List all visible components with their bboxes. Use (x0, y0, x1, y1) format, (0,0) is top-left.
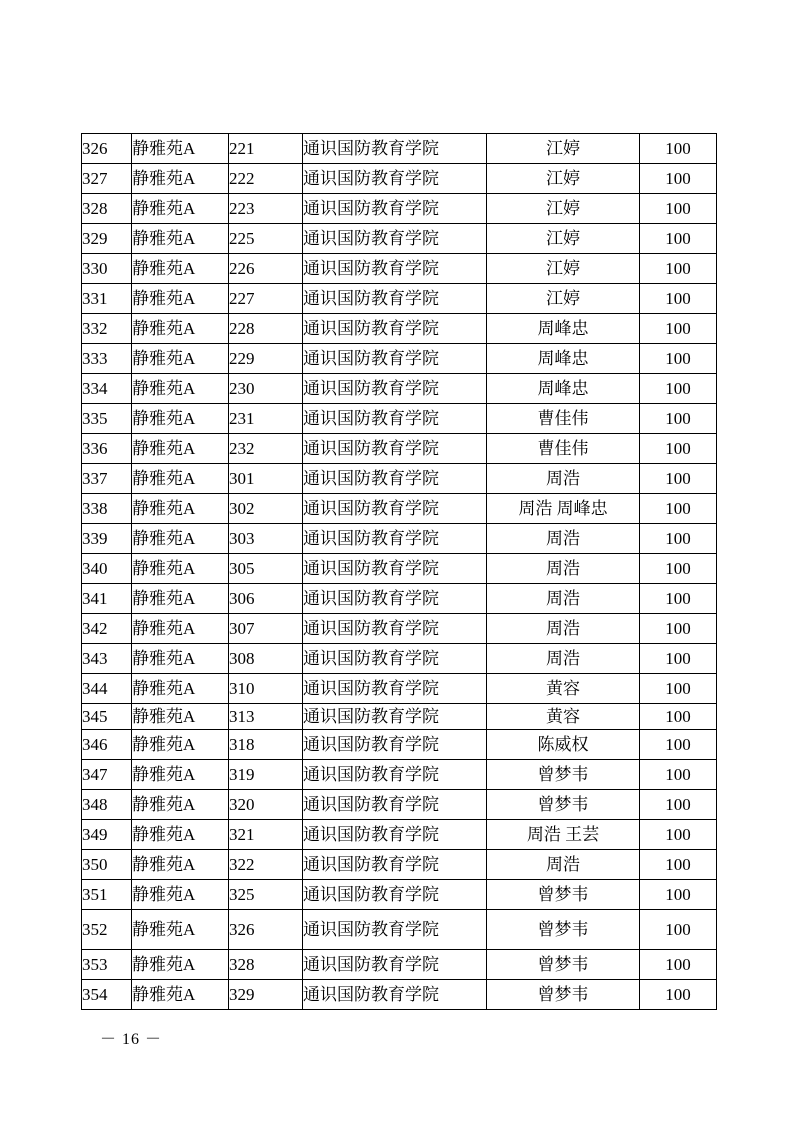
college-cell: 通识国防教育学院 (303, 314, 487, 344)
building-cell: 静雅苑A (132, 850, 229, 880)
row-index-cell: 349 (82, 820, 132, 850)
college-cell: 通识国防教育学院 (303, 850, 487, 880)
table-row (82, 980, 717, 1010)
score-cell: 100 (640, 820, 717, 850)
row-index-cell: 332 (82, 314, 132, 344)
score-cell: 100 (640, 284, 717, 314)
building-cell: 静雅苑A (132, 284, 229, 314)
score-cell: 100 (640, 164, 717, 194)
building-cell: 静雅苑A (132, 760, 229, 790)
college-cell: 通识国防教育学院 (303, 790, 487, 820)
room-number-cell: 320 (229, 790, 303, 820)
room-number-cell: 303 (229, 524, 303, 554)
score-cell: 100 (640, 850, 717, 880)
responsible-person-cell: 周峰忠 (487, 344, 640, 374)
score-cell: 100 (640, 584, 717, 614)
row-index-cell: 328 (82, 194, 132, 224)
college-cell: 通识国防教育学院 (303, 434, 487, 464)
room-number-cell: 229 (229, 344, 303, 374)
score-cell: 100 (640, 494, 717, 524)
building-cell: 静雅苑A (132, 404, 229, 434)
college-cell: 通识国防教育学院 (303, 760, 487, 790)
responsible-person-cell: 江婷 (487, 194, 640, 224)
score-cell: 100 (640, 644, 717, 674)
row-index-cell: 333 (82, 344, 132, 374)
row-index-cell: 338 (82, 494, 132, 524)
responsible-person-cell: 周峰忠 (487, 314, 640, 344)
table-row (82, 614, 717, 644)
row-index-cell: 339 (82, 524, 132, 554)
college-cell: 通识国防教育学院 (303, 980, 487, 1010)
score-cell: 100 (640, 194, 717, 224)
responsible-person-cell: 周浩 周峰忠 (487, 494, 640, 524)
room-number-cell: 231 (229, 404, 303, 434)
college-cell: 通识国防教育学院 (303, 404, 487, 434)
college-cell: 通识国防教育学院 (303, 524, 487, 554)
responsible-person-cell: 周浩 (487, 850, 640, 880)
building-cell: 静雅苑A (132, 790, 229, 820)
building-cell: 静雅苑A (132, 554, 229, 584)
table-row (82, 464, 717, 494)
room-number-cell: 306 (229, 584, 303, 614)
score-cell: 100 (640, 790, 717, 820)
building-cell: 静雅苑A (132, 910, 229, 950)
room-number-cell: 232 (229, 434, 303, 464)
table-row (82, 760, 717, 790)
table-row (82, 554, 717, 584)
college-cell: 通识国防教育学院 (303, 254, 487, 284)
building-cell: 静雅苑A (132, 314, 229, 344)
table-row (82, 224, 717, 254)
college-cell: 通识国防教育学院 (303, 464, 487, 494)
row-index-cell: 347 (82, 760, 132, 790)
college-cell: 通识国防教育学院 (303, 284, 487, 314)
college-cell: 通识国防教育学院 (303, 494, 487, 524)
score-cell: 100 (640, 134, 717, 164)
row-index-cell: 331 (82, 284, 132, 314)
college-cell: 通识国防教育学院 (303, 730, 487, 760)
building-cell: 静雅苑A (132, 434, 229, 464)
room-number-cell: 318 (229, 730, 303, 760)
room-number-cell: 329 (229, 980, 303, 1010)
score-cell: 100 (640, 760, 717, 790)
building-cell: 静雅苑A (132, 950, 229, 980)
responsible-person-cell: 江婷 (487, 164, 640, 194)
responsible-person-cell: 黄容 (487, 704, 640, 730)
room-number-cell: 305 (229, 554, 303, 584)
score-cell: 100 (640, 910, 717, 950)
building-cell: 静雅苑A (132, 614, 229, 644)
score-cell: 100 (640, 880, 717, 910)
table-row (82, 790, 717, 820)
building-cell: 静雅苑A (132, 254, 229, 284)
room-number-cell: 325 (229, 880, 303, 910)
score-cell: 100 (640, 704, 717, 730)
table-row (82, 880, 717, 910)
row-index-cell: 353 (82, 950, 132, 980)
room-number-cell: 227 (229, 284, 303, 314)
table-row (82, 194, 717, 224)
table-row (82, 910, 717, 950)
room-number-cell: 319 (229, 760, 303, 790)
row-index-cell: 336 (82, 434, 132, 464)
room-number-cell: 302 (229, 494, 303, 524)
responsible-person-cell: 曾梦韦 (487, 980, 640, 1010)
college-cell: 通识国防教育学院 (303, 614, 487, 644)
table-row (82, 404, 717, 434)
building-cell: 静雅苑A (132, 494, 229, 524)
building-cell: 静雅苑A (132, 584, 229, 614)
row-index-cell: 346 (82, 730, 132, 760)
row-index-cell: 327 (82, 164, 132, 194)
room-number-cell: 321 (229, 820, 303, 850)
responsible-person-cell: 周浩 (487, 464, 640, 494)
row-index-cell: 326 (82, 134, 132, 164)
building-cell: 静雅苑A (132, 880, 229, 910)
building-cell: 静雅苑A (132, 730, 229, 760)
college-cell: 通识国防教育学院 (303, 880, 487, 910)
score-cell: 100 (640, 434, 717, 464)
responsible-person-cell: 周浩 王芸 (487, 820, 640, 850)
college-cell: 通识国防教育学院 (303, 194, 487, 224)
building-cell: 静雅苑A (132, 344, 229, 374)
responsible-person-cell: 周浩 (487, 584, 640, 614)
college-cell: 通识国防教育学院 (303, 224, 487, 254)
score-cell: 100 (640, 730, 717, 760)
table-row (82, 254, 717, 284)
room-number-cell: 226 (229, 254, 303, 284)
room-number-cell: 308 (229, 644, 303, 674)
room-number-cell: 313 (229, 704, 303, 730)
responsible-person-cell: 周浩 (487, 524, 640, 554)
score-cell: 100 (640, 554, 717, 584)
building-cell: 静雅苑A (132, 980, 229, 1010)
responsible-person-cell: 陈威权 (487, 730, 640, 760)
score-cell: 100 (640, 314, 717, 344)
table-row (82, 584, 717, 614)
building-cell: 静雅苑A (132, 464, 229, 494)
row-index-cell: 334 (82, 374, 132, 404)
row-index-cell: 351 (82, 880, 132, 910)
responsible-person-cell: 曹佳伟 (487, 434, 640, 464)
responsible-person-cell: 黄容 (487, 674, 640, 704)
score-cell: 100 (640, 254, 717, 284)
row-index-cell: 350 (82, 850, 132, 880)
row-index-cell: 354 (82, 980, 132, 1010)
score-cell: 100 (640, 404, 717, 434)
college-cell: 通识国防教育学院 (303, 374, 487, 404)
table-row (82, 374, 717, 404)
table-row (82, 950, 717, 980)
room-number-cell: 228 (229, 314, 303, 344)
table-body (82, 134, 717, 1010)
score-cell: 100 (640, 344, 717, 374)
table-row (82, 164, 717, 194)
row-index-cell: 345 (82, 704, 132, 730)
building-cell: 静雅苑A (132, 674, 229, 704)
building-cell: 静雅苑A (132, 374, 229, 404)
table-row (82, 674, 717, 704)
table-row (82, 494, 717, 524)
college-cell: 通识国防教育学院 (303, 820, 487, 850)
college-cell: 通识国防教育学院 (303, 554, 487, 584)
score-cell: 100 (640, 980, 717, 1010)
room-number-cell: 230 (229, 374, 303, 404)
college-cell: 通识国防教育学院 (303, 164, 487, 194)
score-cell: 100 (640, 464, 717, 494)
score-cell: 100 (640, 614, 717, 644)
college-cell: 通识国防教育学院 (303, 644, 487, 674)
score-cell: 100 (640, 950, 717, 980)
table-row (82, 344, 717, 374)
college-cell: 通识国防教育学院 (303, 704, 487, 730)
responsible-person-cell: 江婷 (487, 224, 640, 254)
row-index-cell: 343 (82, 644, 132, 674)
room-number-cell: 326 (229, 910, 303, 950)
row-index-cell: 342 (82, 614, 132, 644)
row-index-cell: 341 (82, 584, 132, 614)
responsible-person-cell: 曾梦韦 (487, 790, 640, 820)
room-number-cell: 301 (229, 464, 303, 494)
room-number-cell: 225 (229, 224, 303, 254)
responsible-person-cell: 曾梦韦 (487, 910, 640, 950)
row-index-cell: 337 (82, 464, 132, 494)
score-cell: 100 (640, 524, 717, 554)
responsible-person-cell: 江婷 (487, 134, 640, 164)
table-row (82, 134, 717, 164)
room-number-cell: 328 (229, 950, 303, 980)
responsible-person-cell: 周浩 (487, 554, 640, 584)
score-cell: 100 (640, 224, 717, 254)
table-row (82, 850, 717, 880)
table-row (82, 704, 717, 730)
row-index-cell: 340 (82, 554, 132, 584)
page-number: － 16 － (100, 1031, 163, 1048)
table-row (82, 644, 717, 674)
building-cell: 静雅苑A (132, 644, 229, 674)
room-number-cell: 322 (229, 850, 303, 880)
room-number-cell: 310 (229, 674, 303, 704)
responsible-person-cell: 周浩 (487, 644, 640, 674)
row-index-cell: 344 (82, 674, 132, 704)
college-cell: 通识国防教育学院 (303, 134, 487, 164)
responsible-person-cell: 曾梦韦 (487, 950, 640, 980)
responsible-person-cell: 周浩 (487, 614, 640, 644)
building-cell: 静雅苑A (132, 194, 229, 224)
row-index-cell: 352 (82, 910, 132, 950)
college-cell: 通识国防教育学院 (303, 344, 487, 374)
room-number-cell: 222 (229, 164, 303, 194)
table-row (82, 820, 717, 850)
score-cell: 100 (640, 674, 717, 704)
inspection-score-table (81, 133, 717, 1010)
college-cell: 通识国防教育学院 (303, 674, 487, 704)
college-cell: 通识国防教育学院 (303, 950, 487, 980)
room-number-cell: 223 (229, 194, 303, 224)
responsible-person-cell: 江婷 (487, 284, 640, 314)
college-cell: 通识国防教育学院 (303, 910, 487, 950)
building-cell: 静雅苑A (132, 164, 229, 194)
row-index-cell: 330 (82, 254, 132, 284)
row-index-cell: 329 (82, 224, 132, 254)
table-row (82, 730, 717, 760)
responsible-person-cell: 周峰忠 (487, 374, 640, 404)
building-cell: 静雅苑A (132, 134, 229, 164)
room-number-cell: 307 (229, 614, 303, 644)
table-row (82, 314, 717, 344)
building-cell: 静雅苑A (132, 224, 229, 254)
table-row (82, 434, 717, 464)
room-number-cell: 221 (229, 134, 303, 164)
responsible-person-cell: 曹佳伟 (487, 404, 640, 434)
responsible-person-cell: 曾梦韦 (487, 760, 640, 790)
responsible-person-cell: 曾梦韦 (487, 880, 640, 910)
responsible-person-cell: 江婷 (487, 254, 640, 284)
row-index-cell: 348 (82, 790, 132, 820)
building-cell: 静雅苑A (132, 524, 229, 554)
table-row (82, 284, 717, 314)
college-cell: 通识国防教育学院 (303, 584, 487, 614)
building-cell: 静雅苑A (132, 820, 229, 850)
score-cell: 100 (640, 374, 717, 404)
building-cell: 静雅苑A (132, 704, 229, 730)
table-row (82, 524, 717, 554)
row-index-cell: 335 (82, 404, 132, 434)
